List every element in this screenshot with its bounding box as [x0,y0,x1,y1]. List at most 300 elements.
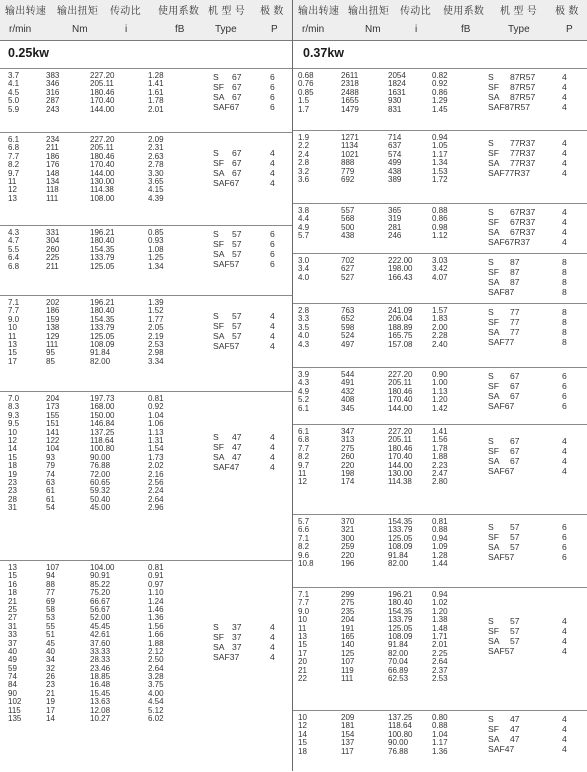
model-entry [293,616,587,626]
motor-group [293,367,587,425]
service-factor-cell: 5.12 [148,705,164,715]
speed-cell: 4.3 [298,339,310,349]
ratio-cell: 108.00 [90,193,115,203]
ratio-cell: 133.79 [388,615,413,625]
torque-cell: 129 [46,331,60,341]
ratio-cell: 10.27 [90,714,111,724]
model-prefix: SAF67 [488,401,515,411]
speed-cell: 18 [298,746,307,756]
model-poles: 4 [562,82,567,92]
service-factor-cell: 1.25 [148,253,164,263]
torque-cell: 186 [46,306,60,316]
service-factor-cell: 1.41 [148,79,164,89]
model-entry [293,401,587,411]
speed-cell: 6.1 [298,427,310,436]
torque-cell: 69 [46,596,55,606]
model-prefix: SAF67 [488,465,515,476]
service-factor-cell: 3.65 [148,176,164,186]
ratio-cell: 100.80 [388,729,413,739]
model-entry [293,92,587,102]
model-prefix: SA [488,734,500,744]
model-size: 67 [510,435,520,446]
speed-cell: 20 [298,657,307,667]
model-entry [293,456,587,466]
service-factor-cell: 0.81 [148,394,164,403]
motor-group [293,130,587,204]
speed-cell: 6.1 [8,135,20,144]
speed-cell: 13 [8,339,17,349]
speed-cell: 6.8 [8,261,20,271]
model-poles: 8 [562,277,567,287]
model-entry [293,391,587,401]
torque-cell: 88 [46,579,55,589]
speed-cell: 7.7 [8,151,20,161]
ratio-cell: 33.33 [90,646,111,656]
model-poles: 6 [270,239,275,249]
model-size: 67R37 [510,217,536,227]
model-entry [0,102,292,112]
speed-cell: 0.68 [298,71,314,80]
speed-unit: r/min [302,24,325,35]
table-row [0,299,292,307]
speed-unit: r/min [9,24,32,35]
torque-cell: 196 [341,558,355,568]
service-factor-cell: 2.64 [148,663,164,673]
torque-cell: 107 [341,657,355,667]
model-list [293,714,587,754]
ratio-cell: 70.04 [388,657,409,667]
model-entry [0,158,292,168]
torque-cell: 497 [341,339,355,349]
service-factor-cell: 1.34 [148,261,164,271]
speed-cell: 33 [8,630,17,640]
speed-cell: 23 [8,486,17,496]
ratio-cell: 144.00 [388,403,413,413]
service-factor-cell: 2.16 [148,469,164,479]
service-factor-cell: 2.09 [148,135,164,144]
torque-cell: 2611 [341,71,359,80]
service-factor-cell: 1.28 [148,71,164,80]
model-prefix: SA [213,249,225,259]
ratio-cell: 90.00 [90,452,111,462]
service-factor-heading: 使用系数 [443,6,485,17]
model-poles: 4 [562,167,567,178]
sf-symbol: fB [175,24,185,35]
model-entry [293,721,587,734]
speed-cell: 4.0 [298,331,310,341]
speed-cell: 3.4 [298,264,310,274]
service-factor-cell: 2.24 [148,486,164,496]
model-size: 67 [510,455,520,466]
torque-cell: 220 [341,460,355,470]
table-row [0,420,292,428]
torque-cell: 181 [341,721,355,731]
ratio-cell: 197.73 [90,394,115,403]
torque-cell: 275 [341,598,355,608]
torque-cell: 148 [46,168,60,178]
table-row [0,681,292,689]
service-factor-cell: 1.54 [148,444,164,454]
table-row [0,572,292,580]
model-prefix: S [488,307,494,317]
model-size: 77R37 [510,157,536,168]
torque-cell: 104 [46,444,60,454]
model-prefix: S [213,622,219,633]
model-prefix: S [213,229,219,239]
model-prefix: SF [488,217,499,227]
torque-cell: 45 [46,638,55,648]
speed-cell: 10 [298,713,307,722]
service-factor-cell: 1.48 [432,623,448,633]
speed-cell: 8.2 [298,542,310,552]
ratio-cell: 28.33 [90,655,111,665]
ratio-cell: 180.46 [388,386,413,396]
motor-group [0,68,292,133]
ratio-cell: 108.09 [388,631,413,641]
service-factor-cell: 2.02 [148,461,164,471]
ratio-cell: 188.89 [388,322,413,332]
ratio-heading: 传动比 [400,6,431,17]
service-factor-cell: 1.09 [432,542,448,552]
model-size: 67 [510,371,520,381]
model-entry [293,277,587,287]
speed-cell: 102 [8,697,22,707]
model-list [0,311,292,351]
service-factor-cell: 1.72 [432,174,448,184]
motor-group [0,391,292,561]
table-row [0,673,292,681]
torque-cell: 779 [341,166,355,176]
torque-cell: 211 [46,261,59,271]
service-factor-cell: 2.47 [432,468,448,478]
speed-cell: 3.2 [298,166,310,176]
table-row [0,496,292,504]
speed-cell: 4.4 [298,214,310,224]
ratio-cell: 241.09 [388,306,413,315]
ratio-cell: 90.00 [388,738,409,748]
service-factor-cell: 1.00 [432,378,448,388]
torque-cell: 225 [46,253,60,263]
ratio-cell: 1824 [388,79,406,89]
type-label: Type [508,24,530,35]
model-poles: 8 [562,287,567,297]
model-poles: 4 [562,635,567,646]
model-list [293,616,587,656]
ratio-cell: 91.84 [388,640,409,650]
model-prefix: SA [213,168,225,179]
service-factor-cell: 1.02 [432,598,448,608]
model-poles: 4 [562,237,567,247]
speed-cell: 5.7 [298,517,310,526]
service-factor-cell: 0.97 [148,579,164,589]
model-size: 87R57 [510,72,536,82]
model-prefix: SAF67R37 [488,237,531,247]
model-list [293,257,587,297]
speed-cell: 17 [8,356,17,366]
ratio-cell: 365 [388,206,402,215]
motor-group [293,68,587,131]
model-poles: 6 [562,401,567,411]
poles-heading: 极 数 [555,6,579,17]
model-size: 67 [232,82,242,92]
service-factor-cell: 0.88 [432,525,448,535]
speed-cell: 11 [298,623,307,633]
speed-cell: 7.7 [8,306,20,316]
torque-cell: 122 [46,435,60,445]
ratio-cell: 205.11 [90,143,114,153]
ratio-cell: 180.40 [90,306,115,316]
service-factor-cell: 0.81 [432,517,448,526]
model-poles: 4 [270,178,275,189]
service-factor-cell: 0.92 [148,402,164,412]
service-factor-cell: 1.39 [148,298,164,307]
speed-cell: 9.6 [298,550,310,560]
speed-cell: 4.3 [8,228,20,237]
speed-cell: 3.6 [298,174,310,184]
speed-cell: 13 [8,563,17,572]
model-prefix: S [488,72,494,82]
ratio-cell: 146.84 [90,419,115,429]
model-prefix: SA [213,452,225,463]
model-size: 37 [232,622,242,633]
ratio-cell: 166.43 [388,272,413,282]
ratio-cell: 180.40 [388,598,413,608]
torque-cell: 79 [46,461,55,471]
service-factor-cell: 4.15 [148,185,164,195]
ratio-cell: 168.00 [90,402,115,412]
speed-cell: 11 [8,331,17,341]
model-prefix: SA [488,635,500,646]
model-size: 67 [510,391,520,401]
service-factor-cell: 0.92 [432,79,448,89]
table-row [0,479,292,487]
service-factor-cell: 1.88 [432,452,448,462]
speed-cell: 7.1 [298,533,310,543]
torque-cell: 19 [46,697,55,707]
model-entry [0,452,292,462]
torque-cell: 174 [341,477,355,487]
speed-cell: 16 [8,579,17,589]
speed-cell: 3.3 [298,314,310,324]
speed-cell: 5.5 [8,244,20,254]
speed-cell: 3.8 [298,206,310,215]
model-entry [293,466,587,476]
torque-cell: 432 [341,386,355,396]
service-factor-cell: 1.04 [148,410,164,420]
model-size: 87 [510,267,520,277]
speed-cell: 27 [8,613,17,623]
model-poles: 4 [270,442,275,453]
ratio-cell: 108.09 [90,339,115,349]
model-entry [0,622,292,632]
service-factor-cell: 2.05 [148,323,164,333]
service-factor-cell: 1.66 [148,630,164,640]
ratio-cell: 56.67 [90,604,111,614]
model-size: 77 [510,327,520,337]
ratio-cell: 831 [388,104,402,114]
service-factor-cell: 1.42 [432,403,448,413]
torque-cell: 23 [46,680,55,690]
power-rating: 0.37kw [303,46,345,60]
model-poles: 8 [562,257,567,267]
speed-cell: 18 [8,588,17,598]
model-poles: 4 [562,227,567,237]
speed-cell: 7.7 [298,443,310,453]
ratio-cell: 76.88 [90,461,111,471]
left-table [0,0,292,771]
speed-cell: 21 [298,665,307,675]
model-size: 67 [510,381,520,391]
model-entry [293,148,587,158]
model-poles: 4 [270,321,275,332]
service-factor-cell: 1.71 [432,631,448,641]
torque-cell: 527 [341,272,355,282]
speed-cell: 31 [8,621,17,631]
speed-cell: 4.1 [8,79,20,89]
ratio-cell: 45.00 [90,503,111,513]
ratio-cell: 170.40 [388,452,413,462]
model-entry [0,432,292,442]
speed-cell: 3.7 [8,71,20,80]
torque-cell: 627 [341,264,355,274]
model-entry [293,436,587,446]
ratio-cell: 133.79 [388,525,413,535]
torque-cell: 74 [46,469,55,479]
torque-cell: 304 [46,236,60,246]
model-entry [0,229,292,239]
service-factor-cell: 1.45 [432,104,448,114]
ratio-cell: 144.00 [90,104,115,114]
table-row [0,606,292,614]
model-size: 47 [232,442,242,453]
ratio-cell: 154.35 [388,606,413,616]
model-entry [0,79,292,92]
model-size: 67 [232,158,242,169]
service-factor-cell: 1.56 [148,621,164,631]
speed-cell: 37 [8,638,17,648]
table-row [0,564,292,572]
torque-cell: 34 [46,655,55,665]
model-prefix: SA [213,331,225,342]
model-poles: 4 [562,734,567,744]
table-row [293,675,587,683]
model-entry [293,79,587,92]
model-prefix: SA [213,92,225,102]
model-entry [293,264,587,277]
torque-cell: 151 [46,419,60,429]
service-factor-cell: 0.86 [432,87,448,97]
ratio-heading: 传动比 [110,6,141,17]
torque-cell: 119 [341,665,354,675]
torque-cell: 544 [341,370,355,379]
torque-cell: 888 [341,158,355,168]
service-factor-cell: 2.12 [148,646,164,656]
speed-cell: 1.5 [298,96,310,106]
model-entry [293,734,587,744]
ratio-cell: 133.79 [90,323,115,333]
service-factor-cell: 3.42 [432,264,448,274]
service-factor-cell: 1.38 [432,615,448,625]
service-factor-cell: 0.88 [432,721,448,731]
model-poles: 6 [562,381,567,391]
torque-cell: 53 [46,613,55,623]
torque-cell: 692 [341,174,355,184]
model-size: 57 [232,229,242,239]
ratio-cell: 125.05 [90,331,115,341]
ratio-cell: 227.20 [388,427,413,436]
service-factor-cell: 3.34 [148,356,164,366]
table-row [0,487,292,495]
torque-unit: Nm [365,24,381,35]
model-size: 57 [510,531,520,542]
service-factor-cell: 3.03 [432,256,448,265]
service-factor-cell: 1.44 [432,558,448,568]
ratio-cell: 12.08 [90,705,111,715]
speed-cell: 5.9 [8,104,20,114]
service-factor-cell: 1.17 [432,149,448,159]
torque-cell: 55 [46,621,55,631]
torque-cell: 159 [46,314,60,324]
service-factor-cell: 2.25 [432,648,448,658]
torque-cell: 134 [46,176,60,186]
model-prefix: S [213,148,219,159]
ratio-cell: 196.21 [90,228,115,237]
model-poles: 4 [270,168,275,179]
model-poles: 8 [562,317,567,327]
torque-cell: 111 [46,339,59,349]
model-prefix: SA [488,157,500,168]
model-size: 67 [232,148,242,159]
ratio-cell: 118.64 [388,721,412,731]
torque-cell: 275 [341,443,355,453]
speed-cell: 15 [8,348,17,358]
torque-cell: 155 [46,410,60,420]
service-factor-cell: 0.94 [432,590,448,599]
torque-cell: 17 [46,705,55,715]
model-prefix: SF [488,625,499,636]
ratio-cell: 319 [388,214,402,224]
torque-cell: 54 [46,503,55,513]
model-list [0,229,292,269]
service-factor-cell: 1.06 [148,419,164,429]
service-factor-cell: 1.78 [148,96,164,106]
model-prefix: SAF57 [213,259,240,269]
model-size: 57 [510,625,520,636]
model-poles: 6 [270,102,275,112]
ratio-cell: 16.48 [90,680,111,690]
speed-cell: 5.0 [8,96,20,106]
speed-cell: 40 [8,646,17,656]
ratio-cell: 62.53 [388,673,409,683]
torque-cell: 260 [341,452,355,462]
service-factor-cell: 2.31 [148,143,164,153]
model-entry [293,552,587,562]
table-row [0,707,292,715]
model-size: 87R57 [510,82,536,92]
model-entry [293,443,587,456]
torque-cell: 176 [46,160,60,170]
speed-cell: 15 [8,452,17,462]
service-factor-cell: 1.77 [148,314,164,324]
speed-cell: 59 [8,663,17,673]
ratio-cell: 82.00 [90,356,111,366]
model-prefix: S [488,371,494,381]
ratio-cell: 165.75 [388,331,413,341]
ratio-cell: 59.32 [90,486,111,496]
speed-cell: 4.7 [8,236,20,246]
model-size: 47 [510,714,520,724]
model-poles: 4 [562,615,567,626]
